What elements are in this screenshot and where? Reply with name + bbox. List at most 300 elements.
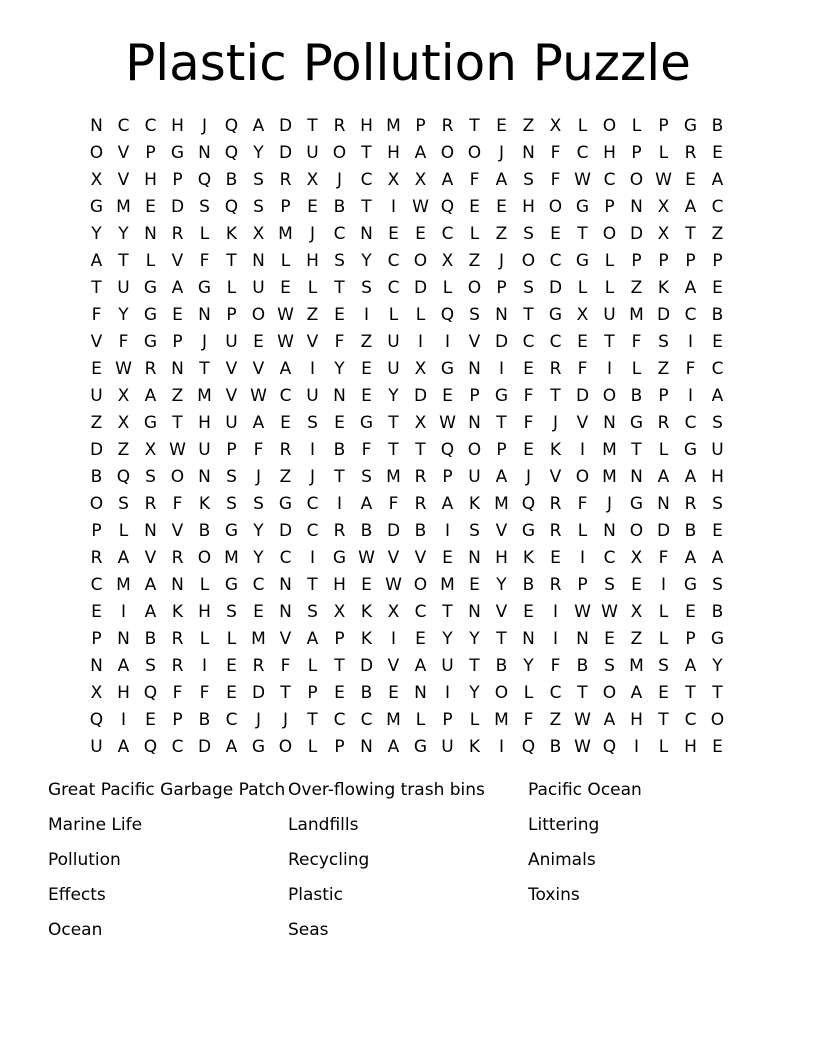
grid-letter: O <box>629 169 644 190</box>
grid-letter: C <box>306 520 319 541</box>
grid-letter: X <box>576 304 589 325</box>
grid-letter: I <box>417 331 423 352</box>
grid-letter: Y <box>469 682 480 703</box>
grid-letter: U <box>225 412 238 433</box>
grid-letter: G <box>89 196 104 217</box>
grid-letter: F <box>550 655 561 676</box>
grid-letter: I <box>336 493 342 514</box>
grid-letter: L <box>577 277 588 298</box>
grid-letter: R <box>441 115 454 136</box>
grid-letter: N <box>198 142 211 163</box>
grid-letter: X <box>630 601 643 622</box>
grid-letter: O <box>467 277 482 298</box>
letter-grid <box>83 112 731 760</box>
grid-letter: A <box>414 655 427 676</box>
grid-letter: E <box>415 628 426 649</box>
grid-letter: S <box>199 196 210 217</box>
grid-letter: A <box>630 682 643 703</box>
grid-letter: B <box>333 439 346 460</box>
grid-letter: S <box>712 412 723 433</box>
grid-letter: T <box>523 304 534 325</box>
grid-letter: I <box>579 547 585 568</box>
grid-letter: I <box>390 628 396 649</box>
grid-letter: S <box>307 412 318 433</box>
grid-letter: P <box>604 196 615 217</box>
grid-letter: Z <box>522 115 535 136</box>
grid-letter: S <box>334 250 345 271</box>
grid-letter: Y <box>253 142 264 163</box>
grid-letter: I <box>309 547 315 568</box>
grid-letter: T <box>469 655 480 676</box>
grid-letter: E <box>712 142 723 163</box>
grid-letter: Z <box>279 466 292 487</box>
grid-letter: P <box>712 250 723 271</box>
grid-letter: T <box>226 250 237 271</box>
grid-letter: X <box>657 196 670 217</box>
grid-letter: U <box>711 439 724 460</box>
grid-letter: V <box>117 169 130 190</box>
grid-letter: O <box>602 385 617 406</box>
grid-letter: F <box>388 493 399 514</box>
grid-letter: A <box>252 412 265 433</box>
grid-letter: I <box>498 736 504 757</box>
grid-letter: A <box>387 736 400 757</box>
grid-letter: W <box>169 439 186 460</box>
grid-letter: K <box>468 493 481 514</box>
grid-letter: J <box>201 115 207 136</box>
grid-letter: B <box>198 520 211 541</box>
grid-letter: G <box>278 493 293 514</box>
grid-letter: E <box>604 628 615 649</box>
grid-letter: O <box>575 466 590 487</box>
grid-letter: V <box>549 466 562 487</box>
grid-letter: R <box>657 412 670 433</box>
grid-letter: W <box>574 709 591 730</box>
grid-letter: O <box>251 304 266 325</box>
grid-letter: F <box>199 682 210 703</box>
grid-letter: H <box>522 196 535 217</box>
grid-letter: Y <box>253 547 264 568</box>
grid-letter: G <box>683 574 698 595</box>
grid-letter: E <box>361 385 372 406</box>
grid-letter: F <box>280 655 291 676</box>
grid-letter: V <box>117 142 130 163</box>
grid-letter: Z <box>117 439 130 460</box>
grid-letter: L <box>658 601 669 622</box>
grid-letter: I <box>444 331 450 352</box>
word-list-item: Landfills <box>288 815 359 835</box>
grid-letter: B <box>414 520 427 541</box>
grid-letter: A <box>90 250 103 271</box>
grid-letter: E <box>550 223 561 244</box>
grid-letter: R <box>171 655 184 676</box>
grid-letter: C <box>684 304 697 325</box>
grid-letter: U <box>306 385 319 406</box>
grid-letter: C <box>522 331 535 352</box>
grid-letter: D <box>413 385 428 406</box>
grid-letter: G <box>683 115 698 136</box>
grid-letter: E <box>523 601 534 622</box>
grid-letter: R <box>333 520 346 541</box>
grid-letter: W <box>574 736 591 757</box>
grid-letter: R <box>414 493 427 514</box>
grid-letter: D <box>170 196 185 217</box>
grid-letter: O <box>629 520 644 541</box>
word-list-item: Animals <box>528 850 596 870</box>
grid-letter: P <box>91 520 102 541</box>
grid-letter: C <box>279 547 292 568</box>
grid-letter: P <box>685 628 696 649</box>
grid-letter: O <box>521 250 536 271</box>
word-list-item: Pacific Ocean <box>528 780 642 800</box>
grid-letter: A <box>657 466 670 487</box>
grid-letter: J <box>255 709 261 730</box>
grid-letter: P <box>307 682 318 703</box>
grid-letter: U <box>603 304 616 325</box>
grid-letter: Z <box>630 628 643 649</box>
grid-letter: P <box>172 331 183 352</box>
grid-letter: M <box>629 655 644 676</box>
grid-letter: E <box>226 655 237 676</box>
grid-letter: X <box>414 358 427 379</box>
grid-letter: S <box>604 655 615 676</box>
grid-letter: U <box>441 655 454 676</box>
grid-letter: A <box>603 709 616 730</box>
grid-letter: N <box>198 304 211 325</box>
grid-letter: P <box>280 196 291 217</box>
grid-letter: T <box>685 682 696 703</box>
grid-letter: E <box>523 358 534 379</box>
grid-letter: G <box>575 196 590 217</box>
grid-letter: P <box>415 115 426 136</box>
grid-letter: M <box>116 574 131 595</box>
grid-letter: Y <box>118 304 129 325</box>
grid-letter: X <box>387 601 400 622</box>
grid-letter: G <box>224 520 239 541</box>
grid-letter: Q <box>89 709 104 730</box>
grid-letter: O <box>467 439 482 460</box>
grid-letter: X <box>414 412 427 433</box>
grid-letter: T <box>550 385 561 406</box>
grid-letter: B <box>333 196 346 217</box>
grid-letter: U <box>90 736 103 757</box>
grid-letter: T <box>334 277 345 298</box>
grid-letter: X <box>117 412 130 433</box>
grid-letter: W <box>115 358 132 379</box>
grid-letter: T <box>172 412 183 433</box>
grid-letter: R <box>549 520 562 541</box>
grid-letter: A <box>252 115 265 136</box>
grid-letter: E <box>253 331 264 352</box>
grid-letter: V <box>414 547 427 568</box>
grid-letter: E <box>226 682 237 703</box>
grid-letter: N <box>468 601 481 622</box>
grid-letter: Q <box>224 196 239 217</box>
grid-letter: F <box>91 304 102 325</box>
grid-letter: W <box>277 331 294 352</box>
grid-letter: J <box>309 466 315 487</box>
grid-letter: P <box>226 304 237 325</box>
word-list-item: Recycling <box>288 850 370 870</box>
grid-letter: D <box>197 736 212 757</box>
grid-letter: N <box>252 250 265 271</box>
grid-letter: Y <box>361 250 372 271</box>
grid-letter: E <box>91 601 102 622</box>
grid-letter: N <box>171 358 184 379</box>
grid-letter: D <box>278 142 293 163</box>
grid-letter: J <box>552 412 558 433</box>
grid-letter: T <box>388 439 399 460</box>
grid-letter: L <box>604 250 615 271</box>
grid-letter: C <box>252 574 265 595</box>
grid-letter: M <box>494 709 509 730</box>
grid-letter: K <box>360 628 373 649</box>
grid-letter: A <box>495 466 508 487</box>
grid-letter: R <box>171 223 184 244</box>
grid-letter: R <box>171 628 184 649</box>
grid-letter: N <box>198 466 211 487</box>
grid-letter: E <box>415 223 426 244</box>
grid-letter: C <box>333 709 346 730</box>
grid-letter: U <box>198 439 211 460</box>
grid-letter: C <box>684 709 697 730</box>
grid-letter: M <box>386 466 401 487</box>
grid-letter: T <box>361 142 372 163</box>
grid-letter: R <box>684 493 697 514</box>
grid-letter: J <box>255 466 261 487</box>
grid-letter: H <box>684 736 697 757</box>
grid-letter: Z <box>549 709 562 730</box>
grid-letter: D <box>629 223 644 244</box>
grid-letter: U <box>90 385 103 406</box>
grid-letter: H <box>198 601 211 622</box>
grid-letter: A <box>306 628 319 649</box>
grid-letter: G <box>413 736 428 757</box>
grid-letter: S <box>469 520 480 541</box>
grid-letter: O <box>413 250 428 271</box>
grid-letter: N <box>522 142 535 163</box>
grid-letter: G <box>548 304 563 325</box>
grid-letter: N <box>171 574 184 595</box>
grid-letter: A <box>144 601 157 622</box>
grid-letter: I <box>687 385 693 406</box>
grid-letter: A <box>684 277 697 298</box>
grid-letter: Q <box>521 736 536 757</box>
grid-letter: S <box>712 493 723 514</box>
grid-letter: P <box>631 250 642 271</box>
word-list-item: Plastic <box>288 885 343 905</box>
grid-letter: D <box>278 115 293 136</box>
grid-letter: N <box>144 520 157 541</box>
grid-letter: T <box>577 223 588 244</box>
grid-letter: N <box>630 466 643 487</box>
grid-letter: N <box>414 682 427 703</box>
grid-letter: E <box>388 682 399 703</box>
grid-letter: I <box>201 655 207 676</box>
grid-letter: L <box>199 574 210 595</box>
grid-letter: B <box>711 304 724 325</box>
grid-letter: O <box>710 709 725 730</box>
grid-letter: E <box>280 277 291 298</box>
grid-letter: T <box>631 439 642 460</box>
grid-letter: T <box>496 412 507 433</box>
grid-letter: G <box>521 520 536 541</box>
grid-letter: G <box>359 412 374 433</box>
grid-letter: D <box>89 439 104 460</box>
grid-letter: L <box>145 250 156 271</box>
grid-letter: P <box>334 736 345 757</box>
grid-letter: F <box>172 493 183 514</box>
grid-letter: E <box>658 682 669 703</box>
grid-letter: I <box>633 736 639 757</box>
grid-letter: F <box>361 439 372 460</box>
grid-letter: X <box>117 385 130 406</box>
grid-letter: F <box>523 412 534 433</box>
grid-letter: P <box>658 115 669 136</box>
grid-letter: A <box>414 142 427 163</box>
grid-letter: J <box>282 709 288 730</box>
grid-letter: A <box>684 655 697 676</box>
grid-letter: K <box>198 493 211 514</box>
grid-letter: L <box>658 439 669 460</box>
grid-letter: L <box>307 655 318 676</box>
grid-letter: N <box>117 628 130 649</box>
grid-letter: I <box>552 628 558 649</box>
grid-letter: C <box>549 682 562 703</box>
grid-letter: S <box>253 169 264 190</box>
grid-letter: S <box>658 331 669 352</box>
grid-letter: F <box>253 439 264 460</box>
grid-letter: A <box>441 169 454 190</box>
grid-letter: R <box>549 358 562 379</box>
grid-letter: E <box>145 709 156 730</box>
grid-letter: S <box>469 304 480 325</box>
grid-letter: A <box>144 385 157 406</box>
grid-letter: Q <box>224 142 239 163</box>
grid-letter: V <box>495 520 508 541</box>
grid-letter: X <box>144 439 157 460</box>
grid-letter: H <box>144 169 157 190</box>
grid-letter: O <box>413 574 428 595</box>
grid-letter: A <box>360 493 373 514</box>
grid-letter: K <box>522 547 535 568</box>
grid-letter: M <box>494 493 509 514</box>
grid-letter: Z <box>306 304 319 325</box>
grid-letter: R <box>684 142 697 163</box>
grid-letter: T <box>199 358 210 379</box>
grid-letter: M <box>197 385 212 406</box>
grid-letter: L <box>307 736 318 757</box>
grid-letter: S <box>523 277 534 298</box>
grid-letter: D <box>413 277 428 298</box>
grid-letter: E <box>334 304 345 325</box>
grid-letter: E <box>253 601 264 622</box>
grid-letter: Q <box>197 169 212 190</box>
grid-letter: B <box>711 115 724 136</box>
grid-letter: K <box>468 736 481 757</box>
grid-letter: I <box>660 574 666 595</box>
grid-letter: C <box>603 169 616 190</box>
grid-letter: J <box>201 331 207 352</box>
grid-letter: E <box>469 196 480 217</box>
grid-letter: F <box>577 358 588 379</box>
grid-letter: L <box>658 142 669 163</box>
grid-letter: P <box>577 574 588 595</box>
grid-letter: L <box>523 682 534 703</box>
grid-letter: R <box>414 466 427 487</box>
grid-letter: E <box>361 358 372 379</box>
grid-letter: Y <box>388 385 399 406</box>
grid-letter: E <box>280 412 291 433</box>
grid-letter: T <box>712 682 723 703</box>
grid-letter: B <box>360 520 373 541</box>
grid-letter: A <box>441 493 454 514</box>
grid-letter: W <box>277 304 294 325</box>
word-list-item: Littering <box>528 815 600 835</box>
grid-letter: I <box>579 439 585 460</box>
grid-letter: L <box>658 628 669 649</box>
grid-letter: O <box>602 682 617 703</box>
grid-letter: I <box>552 601 558 622</box>
grid-letter: X <box>441 250 454 271</box>
grid-letter: Y <box>118 223 129 244</box>
grid-letter: T <box>658 709 669 730</box>
grid-letter: T <box>307 709 318 730</box>
grid-letter: Q <box>116 466 131 487</box>
grid-letter: F <box>631 331 642 352</box>
grid-letter: E <box>712 331 723 352</box>
grid-letter: T <box>91 277 102 298</box>
grid-letter: O <box>602 115 617 136</box>
grid-letter: B <box>711 601 724 622</box>
grid-letter: E <box>91 358 102 379</box>
grid-letter: L <box>118 520 129 541</box>
grid-letter: S <box>712 574 723 595</box>
grid-letter: A <box>117 655 130 676</box>
grid-letter: Y <box>496 574 507 595</box>
grid-letter: R <box>144 358 157 379</box>
grid-letter: T <box>118 250 129 271</box>
grid-letter: P <box>496 277 507 298</box>
grid-letter: E <box>145 196 156 217</box>
grid-letter: Q <box>602 736 617 757</box>
grid-letter: V <box>576 412 589 433</box>
grid-letter: C <box>360 709 373 730</box>
grid-letter: S <box>253 493 264 514</box>
grid-letter: C <box>306 493 319 514</box>
grid-letter: A <box>225 736 238 757</box>
grid-letter: W <box>412 196 429 217</box>
grid-letter: C <box>441 223 454 244</box>
grid-letter: L <box>577 115 588 136</box>
grid-letter: S <box>145 466 156 487</box>
word-list-item: Seas <box>288 920 329 940</box>
grid-letter: L <box>604 277 615 298</box>
grid-letter: N <box>279 574 292 595</box>
grid-letter: U <box>306 142 319 163</box>
grid-letter: Z <box>630 277 643 298</box>
grid-letter: H <box>171 115 184 136</box>
grid-letter: V <box>225 385 238 406</box>
grid-letter: F <box>658 547 669 568</box>
grid-letter: F <box>172 682 183 703</box>
grid-letter: T <box>469 115 480 136</box>
grid-letter: P <box>658 250 669 271</box>
grid-letter: S <box>604 574 615 595</box>
grid-letter: Z <box>171 385 184 406</box>
grid-letter: D <box>656 304 671 325</box>
grid-letter: O <box>602 223 617 244</box>
